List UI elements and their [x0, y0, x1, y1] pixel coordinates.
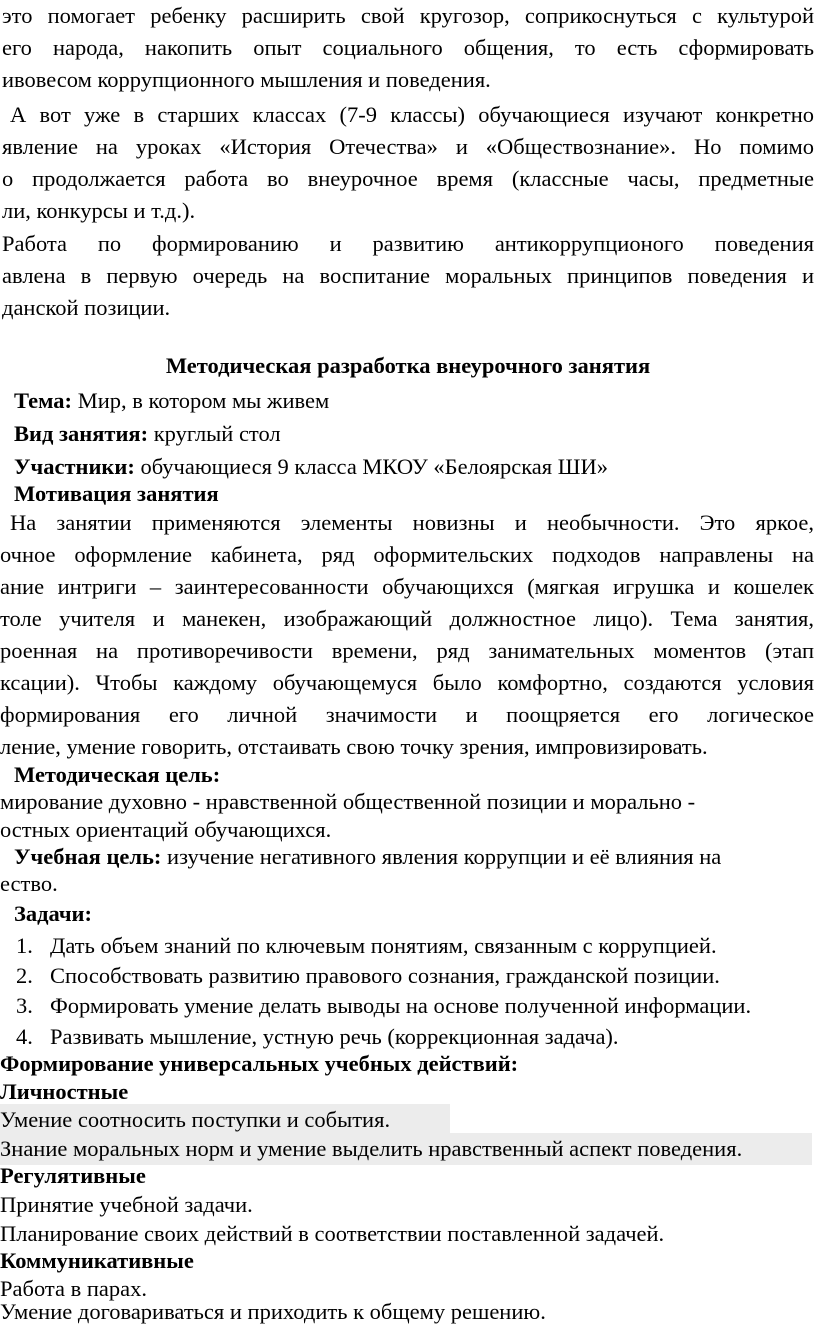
- method-goal-line-1: мирование духовно - нравственной общественной позиции и морально -: [0, 789, 696, 814]
- study-goal-continuation: ество.: [0, 871, 58, 896]
- regulative-item-2: Планирование своих действий в соответствии поставленной задачей.: [0, 1221, 665, 1246]
- study-goal-line: [14, 841, 721, 873]
- para3-line-2: авлена в первую очередь на воспитание моральных принципов поведения и: [2, 263, 814, 288]
- motivation-line-1: На занятии применяются элементы новизны и необычности. Это яркое,: [10, 510, 814, 535]
- task-item: Развивать мышление, устную речь (коррекционная задача).: [50, 1024, 619, 1049]
- study-goal-value: изучение негативного явления коррупции и её влияния на: [161, 844, 722, 869]
- communicative-item-2: Умение договариваться и приходить к общему решению.: [0, 1299, 546, 1324]
- para2-line-2: явление на уроках «История Отечества» и «Обществознание». Но помимо: [2, 134, 814, 159]
- uud-heading: Формирование универсальных учебных действий:: [0, 1051, 519, 1076]
- method-goal-label: Методическая цель:: [14, 762, 221, 787]
- kind-value: круглый стол: [148, 421, 281, 446]
- para1-line-2: его народа, накопить опыт социального общения, то есть сформировать: [2, 35, 814, 60]
- para2-line-3: о продолжается работа во внеурочное время (классные часы, предметные: [2, 166, 814, 191]
- motivation-line-5: роенная на противоречивости времени, ряд занимательных моментов (этап: [0, 638, 814, 663]
- personal-item-1: Умение соотносить поступки и события.: [0, 1104, 450, 1136]
- kind-line: [14, 418, 281, 450]
- motivation-line-2: очное оформление кабинета, ряд оформительских подходов направлены на: [0, 542, 814, 567]
- communicative-item-1: Работа в парах.: [0, 1276, 148, 1301]
- task-item: Формировать умение делать выводы на основе полученной информации.: [50, 993, 752, 1018]
- personal-item-2: Знание моральных норм и умение выделить нравственный аспект поведения.: [0, 1133, 812, 1165]
- topic-value: Мир, в котором мы живем: [72, 388, 330, 413]
- task-number: 4.: [16, 1024, 33, 1049]
- kind-label: Вид занятия:: [14, 421, 149, 446]
- para2-line-4: ли, конкурсы и т.д.).: [2, 198, 196, 223]
- para3-line-1: Работа по формированию и развитию антикоррупционого поведения: [2, 231, 814, 256]
- task-number: 3.: [16, 993, 33, 1018]
- section-heading: Методическая разработка внеурочного занятия: [165, 353, 651, 378]
- motivation-line-7: формирования его личной значимости и поощряется его логическое: [0, 702, 814, 727]
- para1-line-3: ивовесом коррупционного мышления и поведения.: [2, 67, 491, 92]
- motivation-label: Мотивация занятия: [14, 481, 219, 506]
- topic-label: Тема:: [14, 388, 73, 413]
- motivation-line-3: ание интриги – заинтересованности обучающихся (мягкая игрушка и кошелек: [0, 574, 814, 599]
- personal-label: Личностные: [0, 1079, 129, 1104]
- para1-line-1: это помогает ребенку расширить свой кругозор, соприкоснуться с культурой: [2, 3, 814, 28]
- regulative-label: Регулятивные: [0, 1163, 146, 1188]
- method-goal-line-2: остных ориентаций обучающихся.: [0, 817, 332, 842]
- task-item: Дать объем знаний по ключевым понятиям, связанным с коррупцией.: [50, 933, 717, 958]
- para3-line-3: данской позиции.: [2, 295, 171, 320]
- task-number: 1.: [16, 933, 33, 958]
- task-item: Способствовать развитию правового сознания, гражданской позиции.: [50, 963, 720, 988]
- motivation-line-8: ление, умение говорить, отстаивать свою точку зрения, импровизировать.: [0, 734, 708, 759]
- communicative-label: Коммуникативные: [0, 1248, 194, 1273]
- motivation-line-4: толе учителя и манекен, изображающий должностное лицо). Тема занятия,: [0, 606, 814, 631]
- para2-line-1: А вот уже в старших классах (7-9 классы) обучающиеся изучают конкретно: [10, 102, 814, 127]
- tasks-label: Задачи:: [14, 901, 93, 926]
- participants-label: Участники:: [14, 454, 135, 479]
- topic-line: [14, 385, 329, 417]
- task-number: 2.: [16, 963, 33, 988]
- participants-value: обучающиеся 9 класса МКОУ «Белоярская ШИ»: [134, 454, 608, 479]
- regulative-item-1: Принятие учебной задачи.: [0, 1192, 253, 1217]
- study-goal-label: Учебная цель:: [14, 844, 162, 869]
- motivation-line-6: ксации). Чтобы каждому обучающемуся было комфортно, создаются условия: [0, 670, 814, 695]
